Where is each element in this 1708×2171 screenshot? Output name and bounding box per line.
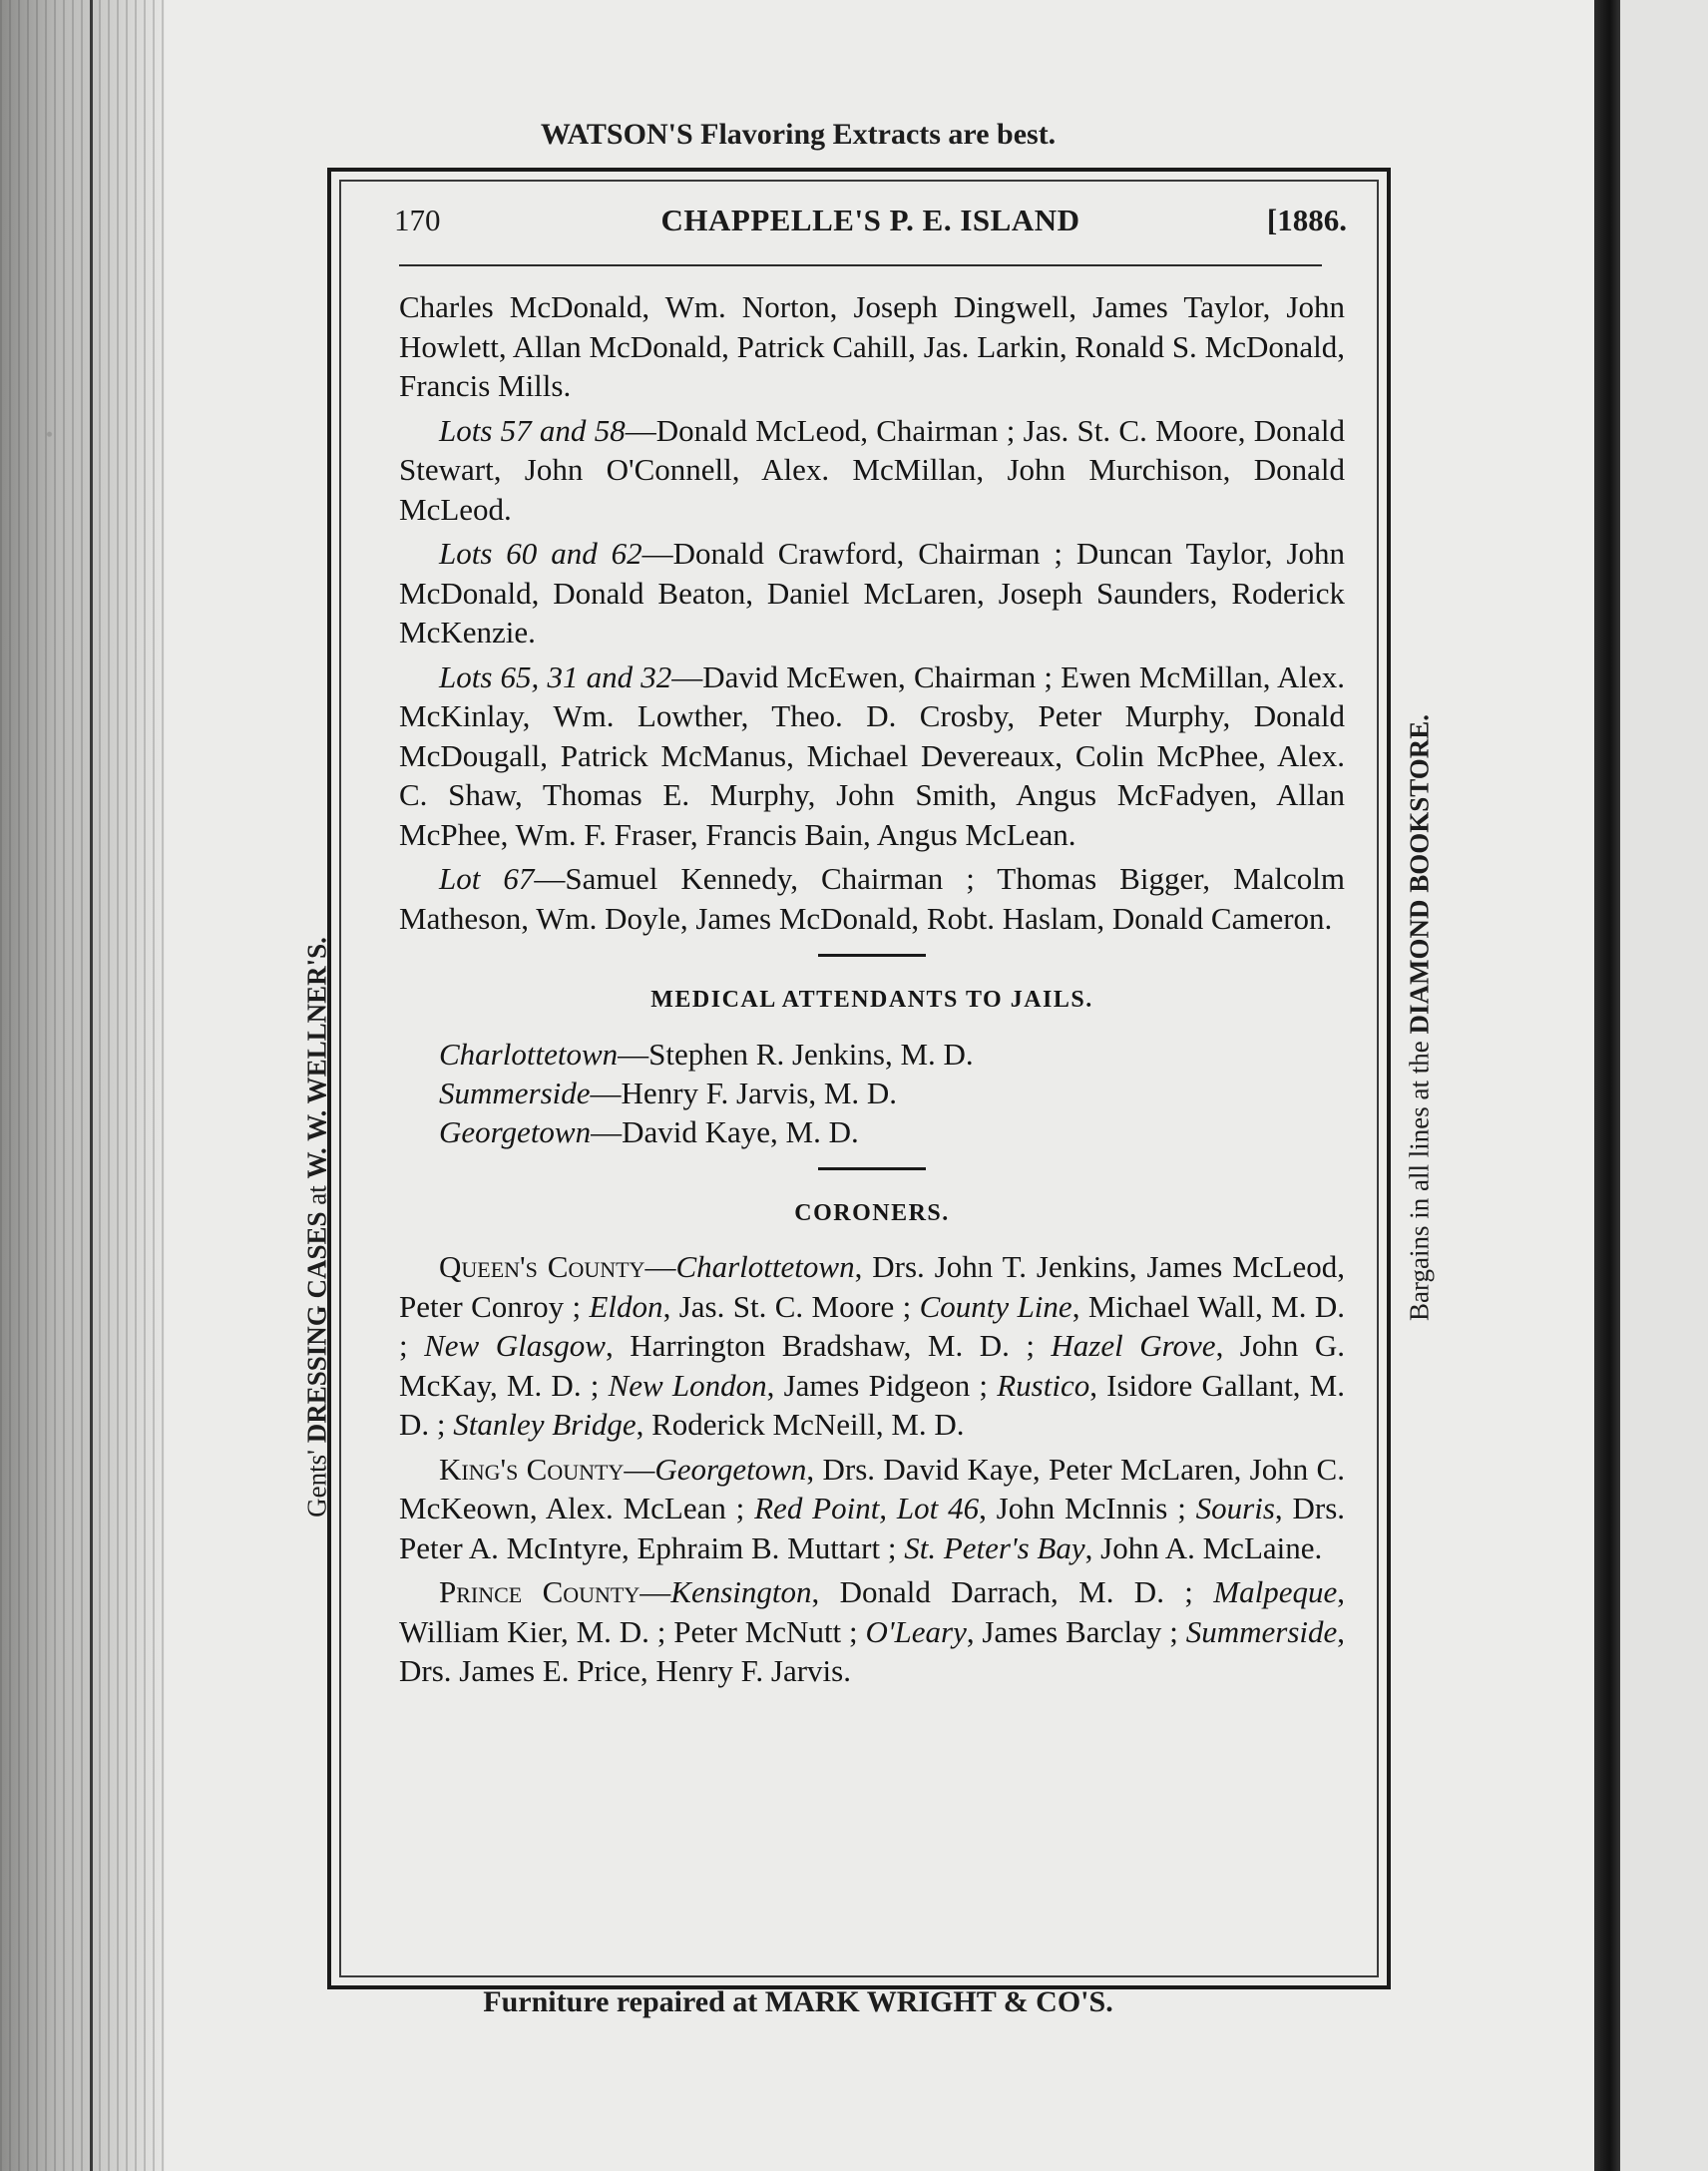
book-title: CHAPPELLE'S P. E. ISLAND [660, 203, 1080, 237]
top-advertisement: WATSON'S Flavoring Extracts are best. [540, 118, 1057, 151]
committee-continuation: Charles McDonald, Wm. Norton, Joseph Dingwell, James Taylor, John Howlett, Allan McDonald, Patrick Cahill, Jas. Larkin, Ronald S. McDonald, Francis Mills. [399, 289, 1345, 403]
place-name: Charlottetown [439, 1036, 619, 1072]
medical-entry: Summerside—Henry F. Jarvis, M. D. [439, 1075, 898, 1110]
coroners-prince-county: Prince County—Kensington, Donald Darrach, M. D. ; Malpeque, William Kier, M. D. ; Peter McNutt ; O'Leary, James Barclay ; Summerside, Drs. James E. Price, Henry F. Jarvis. [399, 1574, 1346, 1688]
county-name: Queen's County [439, 1249, 645, 1284]
page-edge-line [90, 0, 93, 2171]
section-divider [818, 1167, 926, 1170]
lot-label: Lot 67 [439, 861, 535, 896]
page-edge-stack [0, 0, 165, 2171]
header-rule [399, 264, 1322, 266]
lot-label: Lots 57 and 58 [439, 412, 626, 448]
section-title-medical: MEDICAL ATTENDANTS TO JAILS. [650, 987, 1093, 1013]
coroners-queens-county: Queen's County—Charlottetown, Drs. John T. Jenkins, James McLeod, Peter Conroy ; Eldon, Jas. St. C. Moore ; County Line, Michael Wall, M. D. ; New Glasgow, Harrington Bradshaw, M. D. ; Hazel Grove, John G. McKay, M. D. ; New London, James Pidgeon ; Rustico, Isidore Gallant, M. D. ; Stanley Bridge, Roderick McNeill, M. D. [399, 1249, 1345, 1442]
place-name: Georgetown [439, 1113, 592, 1149]
medical-entry: Charlottetown—Stephen R. Jenkins, M. D. [439, 1036, 974, 1072]
committee-entry [399, 534, 1345, 652]
facing-page-edge [1620, 0, 1708, 2171]
place-name: Summerside [439, 1075, 591, 1110]
section-title-coroners: CORONERS. [794, 1199, 950, 1226]
page-number: 170 [394, 203, 441, 237]
page-body [399, 287, 1345, 1696]
right-margin-advertisement: Bargains in all lines at the DIAMOND BOOKSTORE. [1404, 714, 1435, 1321]
committee-members: —Samuel Kennedy, Chairman ; Thomas Bigger, Malcolm Matheson, Wm. Doyle, James McDonald, Robt. Haslam, Donald Cameron. [399, 861, 1345, 936]
bottom-advertisement: Furniture repaired at MARK WRIGHT & CO'S. [483, 1985, 1113, 2018]
lot-label: Lots 65, 31 and 32 [439, 658, 672, 694]
committee-members: —Donald Crawford, Chairman ; Duncan Taylor, John McDonald, Donald Beaton, Daniel McLaren, Joseph Saunders, Roderick McKenzie. [399, 536, 1346, 650]
committee-members: —David McEwen, Chairman ; Ewen McMillan, Alex. McKinlay, Wm. Lowther, Theo. D. Crosby, Peter Murphy, Donald McDougall, Patrick McManus, Michael Devereaux, Colin McPhee, Alex. C. Shaw, Thomas E. Murphy, John Smith, Angus McFadyen, Allan McPhee, Wm. F. Fraser, Francis Bain, Angus McLean. [399, 658, 1346, 852]
left-margin-advertisement: Gents' DRESSING CASES at W. W. WELLNER'S. [301, 937, 332, 1518]
committee-entry [399, 657, 1345, 855]
county-name: Prince County [439, 1574, 640, 1609]
coroners-kings-county: King's County—Georgetown, Drs. David Kaye, Peter McLaren, John C. McKeown, Alex. McLean ; Red Point, Lot 46, John McInnis ; Souris, Drs. Peter A. McIntyre, Ephraim B. Muttart ; St. Peter's Bay, John A. McLaine. [399, 1451, 1346, 1565]
section-divider [818, 954, 926, 957]
running-header [394, 203, 1347, 248]
committee-entry [399, 411, 1345, 530]
year: [1886. [1266, 203, 1347, 237]
committee-entry [399, 859, 1345, 938]
county-name: King's County [439, 1451, 625, 1487]
lot-label: Lots 60 and 62 [439, 536, 642, 571]
binding-gutter [1594, 0, 1620, 2171]
committee-members: —Donald McLeod, Chairman ; Jas. St. C. Moore, Donald Stewart, John O'Connell, Alex. McMillan, John Murchison, Donald McLeod. [399, 412, 1345, 527]
medical-entry: Georgetown—David Kaye, M. D. [439, 1113, 859, 1149]
